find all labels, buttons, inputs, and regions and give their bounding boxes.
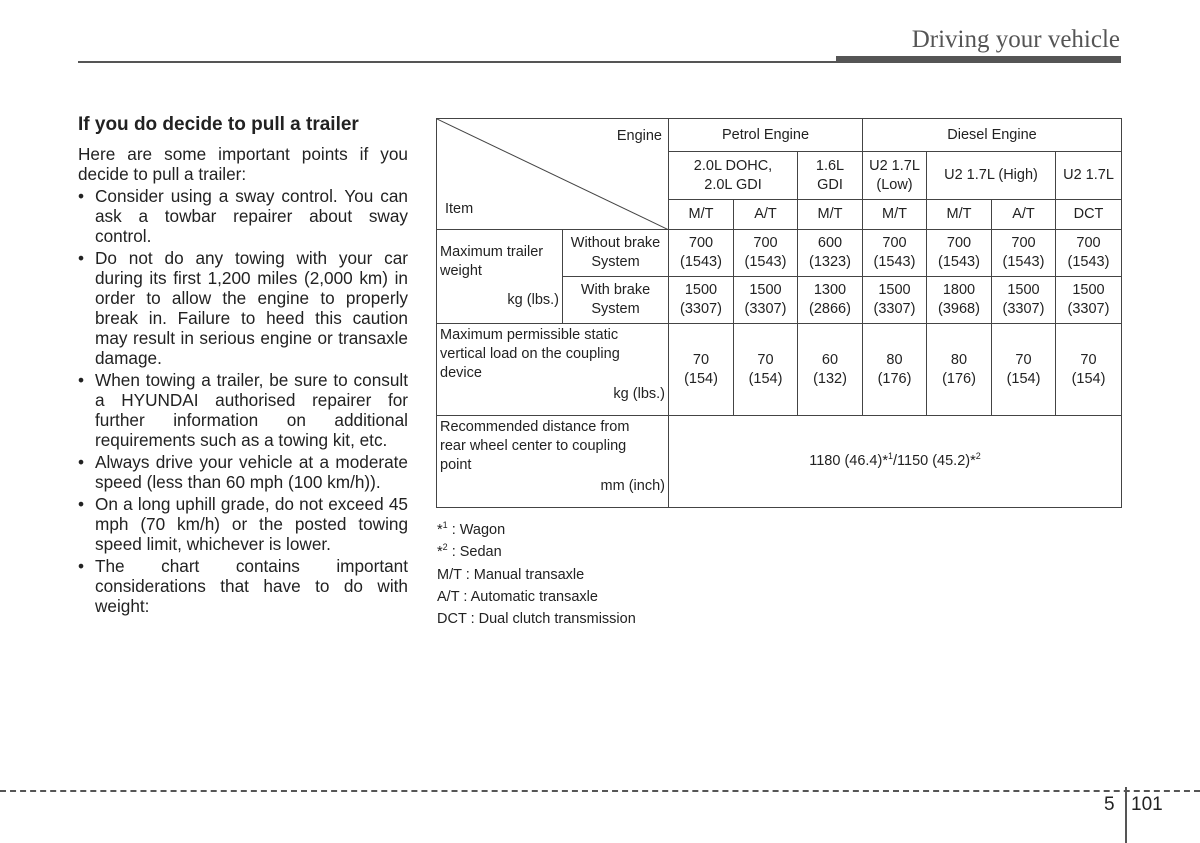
footnote-mt: M/T : Manual transaxle xyxy=(437,566,585,583)
value-cell: 80 (176) xyxy=(863,324,927,416)
table-row xyxy=(437,416,1122,508)
value-cell: 1500 (3307) xyxy=(669,277,734,324)
footer-dashed-rule xyxy=(0,790,1200,792)
coupling-distance-label: Recommended distance from rear wheel center to coupling point mm (inch) xyxy=(437,416,669,508)
petrol-engine-header: Petrol Engine xyxy=(669,119,863,152)
value-cell: 70 (154) xyxy=(992,324,1056,416)
value-cell: 80 (176) xyxy=(927,324,992,416)
list-item: • The chart contains important considerations that have to do with weight: xyxy=(78,556,408,616)
value-cell: 700 (1543) xyxy=(734,230,798,277)
list-item: • Do not do any towing with your car during its first 1,200 miles (2,000 km) in order to allow the engine to properly break in. Failure to heed this caution may result in serious engine or transaxle damage. xyxy=(78,248,408,368)
value-cell: 1800 (3968) xyxy=(927,277,992,324)
value-cell: 700 (1543) xyxy=(927,230,992,277)
bullet-icon: • xyxy=(78,494,85,514)
left-column xyxy=(78,114,408,618)
bullet-icon: • xyxy=(78,370,85,390)
diesel-engine-header: Diesel Engine xyxy=(863,119,1122,152)
footer-divider xyxy=(1125,787,1127,843)
value-cell: 1500 (3307) xyxy=(863,277,927,324)
value-cell: 1300 (2866) xyxy=(798,277,863,324)
coupling-distance-value: 1180 (46.4)*$^1$/1150 (45.2)*$^2$ xyxy=(669,416,1122,508)
trans-cell: M/T xyxy=(669,200,734,230)
value-cell: 1500 (3307) xyxy=(734,277,798,324)
intro-paragraph: Here are some important points if you decide to pull a trailer: xyxy=(78,144,408,184)
value-cell: 700 (1543) xyxy=(863,230,927,277)
trans-cell: M/T xyxy=(863,200,927,230)
bullet-icon: • xyxy=(78,186,85,206)
max-trailer-weight-label: Maximum trailer weight kg (lbs.) xyxy=(437,230,563,324)
footnotes xyxy=(437,519,636,630)
page-number: 101 xyxy=(1131,794,1163,815)
value-cell: 1500 (3307) xyxy=(1056,277,1122,324)
corner-item-label: Item xyxy=(445,201,474,217)
trans-cell: A/T xyxy=(992,200,1056,230)
table-corner-cell xyxy=(437,119,669,230)
footnote-at: A/T : Automatic transaxle xyxy=(437,588,598,605)
without-brake-label: Without brake System xyxy=(563,230,669,277)
section-title: If you do decide to pull a trailer xyxy=(78,114,359,135)
value-cell: 70 (154) xyxy=(1056,324,1122,416)
value-cell: 1500 (3307) xyxy=(992,277,1056,324)
engine-u2-dct-header: U2 1.7L xyxy=(1056,152,1122,200)
list-item: • When towing a trailer, be sure to consult a HYUNDAI authorised repairer for further information on additional requirements such as a towing kit, etc. xyxy=(78,370,408,450)
footnote-dct: DCT : Dual clutch transmission xyxy=(437,611,636,628)
engine-2-0l-header: 2.0L DOHC, 2.0L GDI xyxy=(669,152,798,200)
bullet-icon: • xyxy=(78,556,85,576)
engine-u2-low-header: U2 1.7L (Low) xyxy=(863,152,927,200)
with-brake-label: With brake System xyxy=(563,277,669,324)
bullet-list xyxy=(78,186,408,616)
bullet-icon: • xyxy=(78,248,85,268)
table-row xyxy=(437,230,1122,277)
value-cell: 700 (1543) xyxy=(669,230,734,277)
value-cell: 600 (1323) xyxy=(798,230,863,277)
trans-cell: M/T xyxy=(798,200,863,230)
header-rule xyxy=(78,61,1121,63)
table-row xyxy=(437,324,1122,416)
chapter-number: 5 xyxy=(1104,794,1115,815)
list-item: • Consider using a sway control. You can ask a towbar repairer about sway control. xyxy=(78,186,408,246)
corner-engine-label: Engine xyxy=(616,128,662,144)
vertical-load-label: Maximum permissible static vertical load on the coupling device kg (lbs.) xyxy=(437,324,669,416)
page-header-title: Driving your vehicle xyxy=(911,26,1120,53)
footnote-sedan: *$^2$ : Sedan xyxy=(437,542,502,561)
table-row xyxy=(437,119,1122,152)
value-cell: 700 (1543) xyxy=(1056,230,1122,277)
value-cell: 70 (154) xyxy=(734,324,798,416)
value-cell: 60 (132) xyxy=(798,324,863,416)
trans-cell: DCT xyxy=(1056,200,1122,230)
trans-cell: A/T xyxy=(734,200,798,230)
list-item: • Always drive your vehicle at a moderate speed (less than 60 mph (100 km/h)). xyxy=(78,452,408,492)
engine-1-6l-header: 1.6L GDI xyxy=(798,152,863,200)
value-cell: 700 (1543) xyxy=(992,230,1056,277)
list-item: • On a long uphill grade, do not exceed 45 mph (70 km/h) or the posted towing speed limit, whichever is lower. xyxy=(78,494,408,554)
trailer-spec-table xyxy=(436,118,1122,508)
value-cell: 70 (154) xyxy=(669,324,734,416)
bullet-icon: • xyxy=(78,452,85,472)
trans-cell: M/T xyxy=(927,200,992,230)
footnote-wagon: *$^1$ : Wagon xyxy=(437,520,506,538)
engine-u2-high-header: U2 1.7L (High) xyxy=(927,152,1056,200)
